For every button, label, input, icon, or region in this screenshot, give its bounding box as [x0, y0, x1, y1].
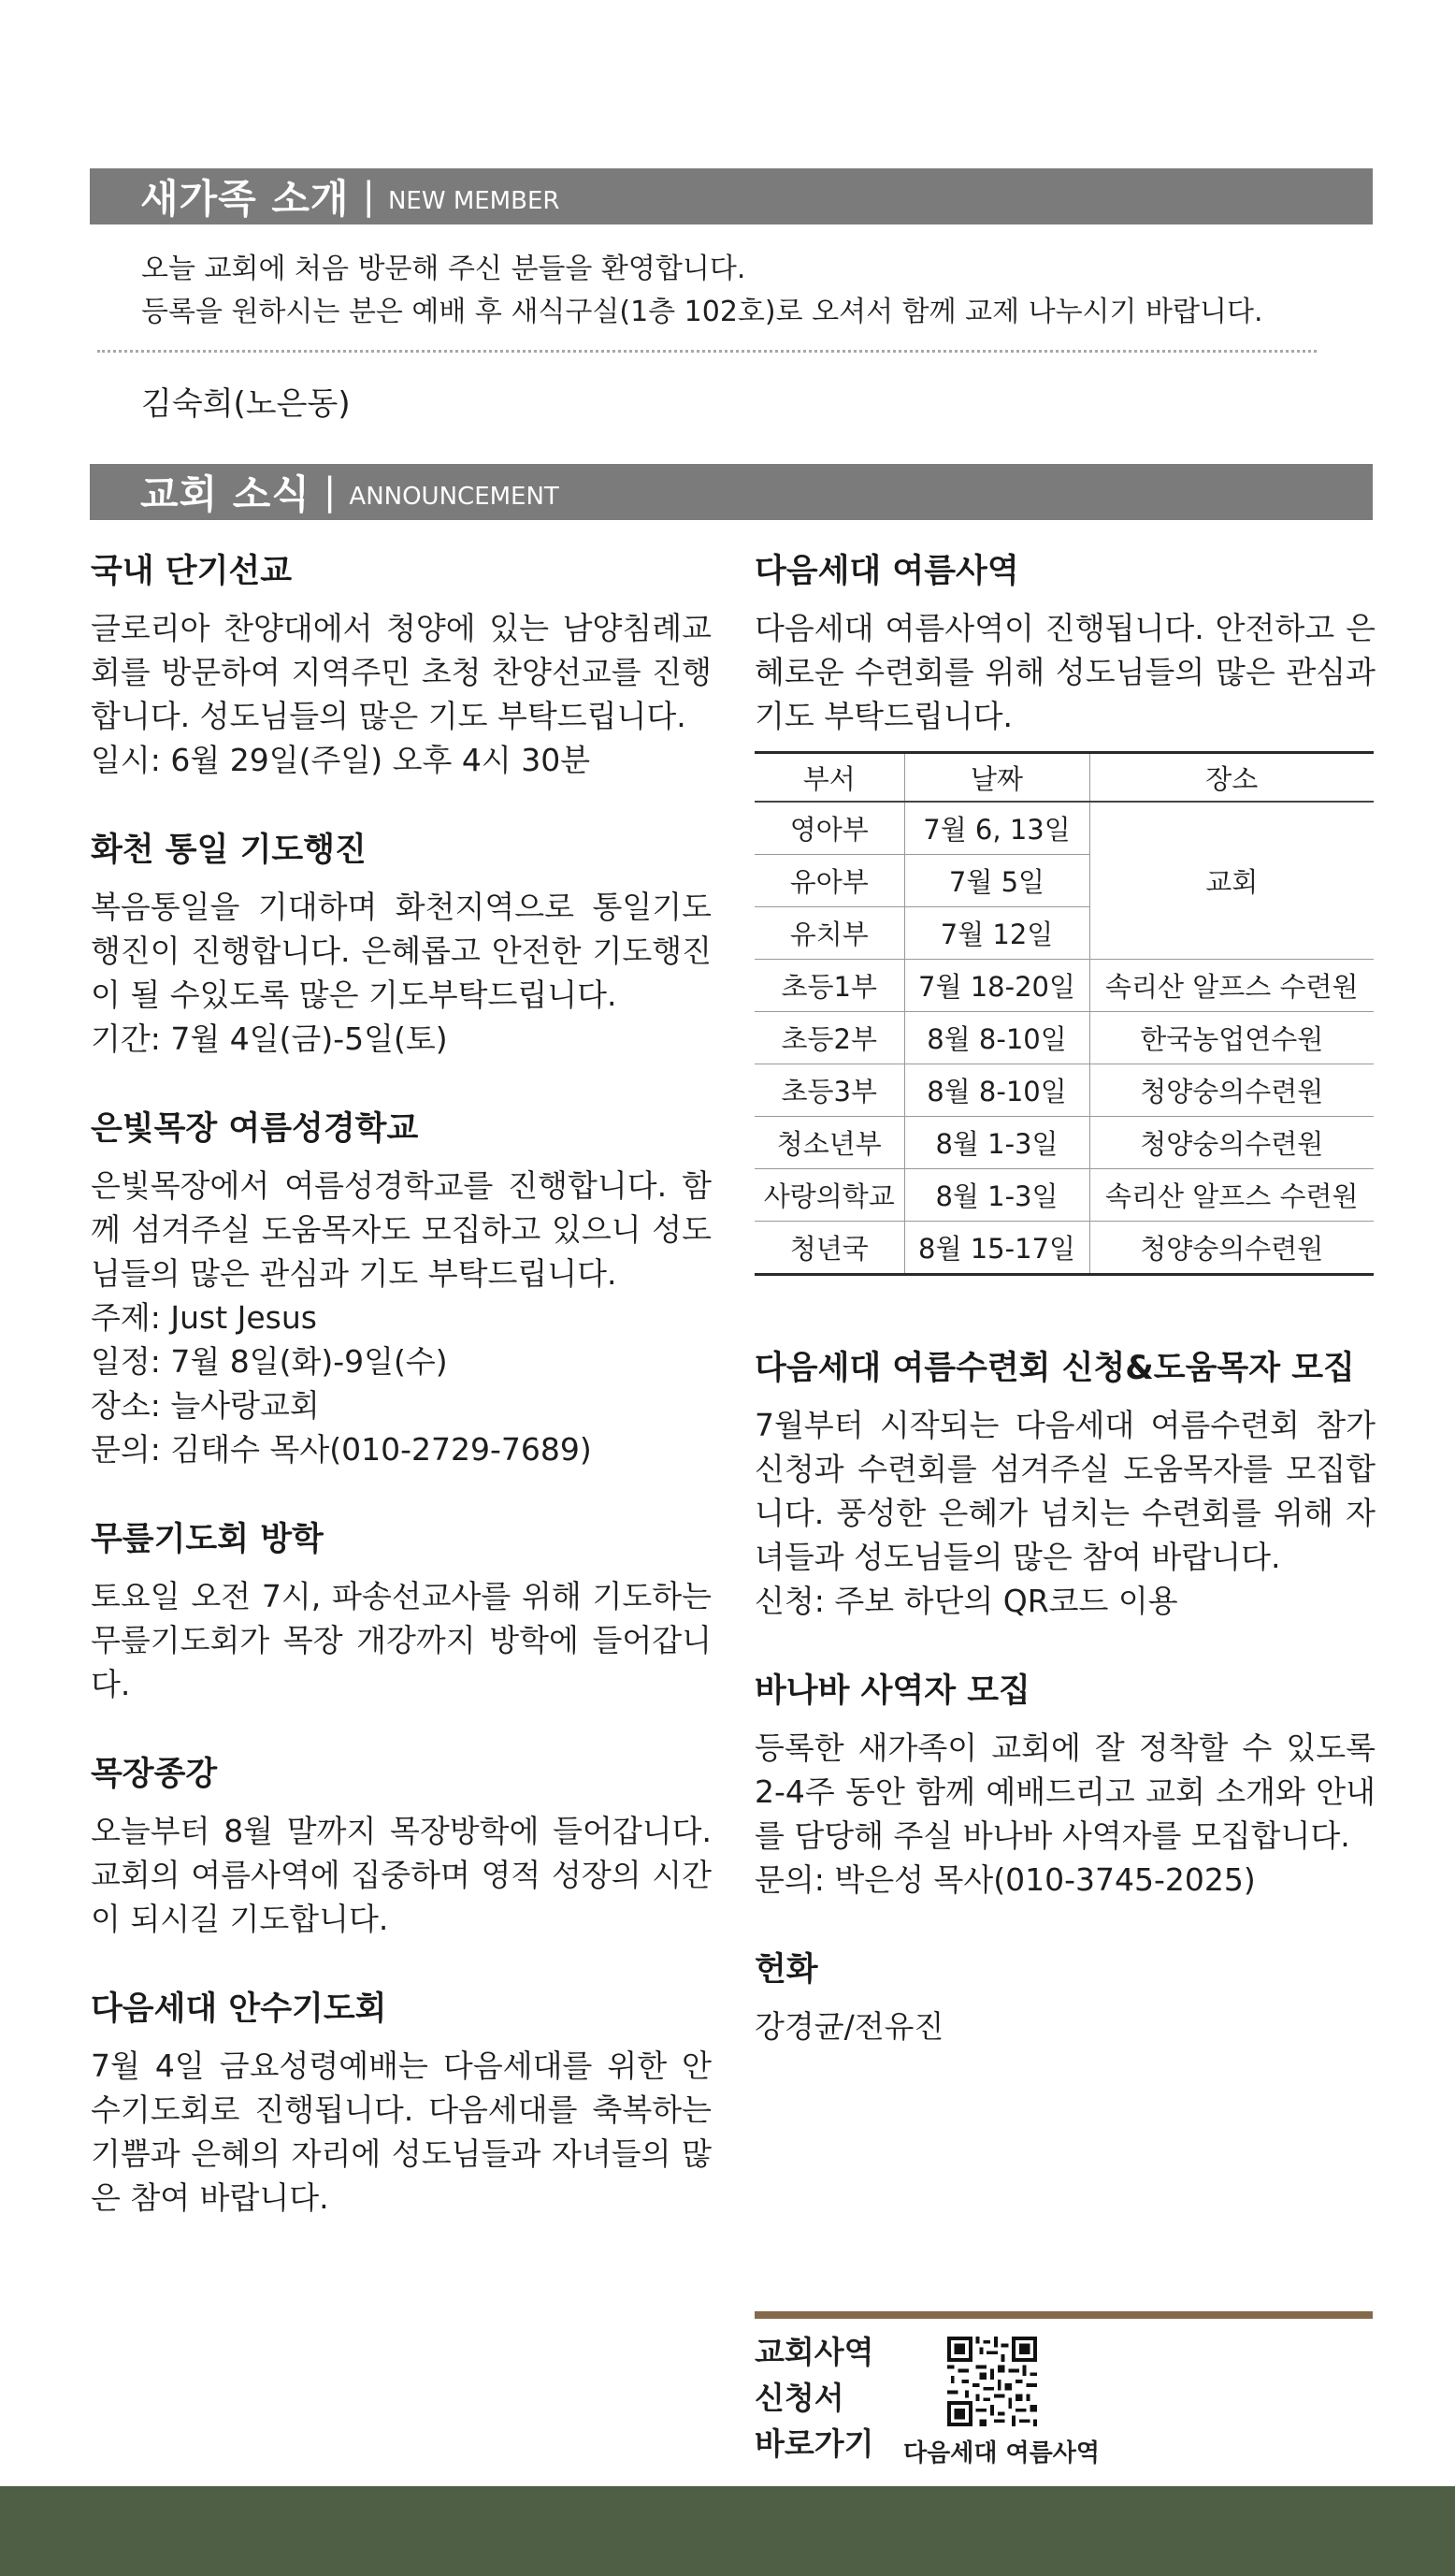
- barnabas-contact: 문의: 박은성 목사(010-3745-2025): [755, 1861, 1256, 1898]
- announcement-left-column: [91, 548, 712, 2265]
- label-line: 바로가기: [755, 2425, 874, 2462]
- date-cell: 7월 12일: [904, 907, 1089, 960]
- dept-cell: 초등1부: [755, 960, 904, 1012]
- dept-cell: 사랑의학교: [755, 1169, 904, 1222]
- vbs-contact: 문의: 김태수 목사(010-2729-7689): [91, 1431, 592, 1468]
- flower-offering-names: 강경균/전유진: [755, 2008, 944, 2045]
- date-cell: 7월 18-20일: [904, 960, 1089, 1012]
- vbs-place: 장소: 늘사랑교회: [91, 1387, 320, 1424]
- vbs-body: 은빛목장에서 여름성경학교를 진행합니다. 함께 섬겨주실 도움목자도 모집하고 있으니 성도님들의 많은 관심과 기도 부탁드립니다.: [91, 1167, 712, 1292]
- vbs-section: [91, 1106, 712, 1471]
- new-member-name: 김숙희(노은동): [141, 385, 351, 423]
- dotted-divider: [97, 350, 1317, 353]
- dept-cell: 초등3부: [755, 1064, 904, 1117]
- table-row: [755, 1012, 1374, 1064]
- date-cell: 8월 8-10일: [904, 1012, 1089, 1064]
- new-member-subtitle: NEW MEMBER: [387, 187, 560, 215]
- group-close-section: [91, 1751, 712, 1941]
- mission-body: 글로리아 찬양대에서 청양에 있는 남양침례교회를 방문하여 지역주민 초청 찬양선교를 진행합니다. 성도님들의 많은 기도 부탁드립니다.: [91, 610, 712, 734]
- mission-date: 일시: 6월 29일(주일) 오후 4시 30분: [91, 742, 591, 778]
- column-header: 부서: [755, 753, 904, 803]
- place-cell: 속리산 알프스 수련원: [1089, 1169, 1374, 1222]
- announcement-right-column: [755, 548, 1376, 2093]
- vbs-theme: 주제: Just Jesus: [91, 1299, 317, 1336]
- dept-cell: 청소년부: [755, 1117, 904, 1169]
- summer-schedule-table: [755, 751, 1374, 1276]
- dept-cell: 초등2부: [755, 1012, 904, 1064]
- date-cell: 8월 15-17일: [904, 1222, 1089, 1275]
- place-cell: 한국농업연수원: [1089, 1012, 1374, 1064]
- label-line: 교회사역: [755, 2334, 874, 2370]
- flower-offering-title: 헌화: [755, 1951, 818, 1989]
- place-cell: 교회: [1089, 802, 1374, 960]
- table-row: [755, 1064, 1374, 1117]
- application-link-label: [755, 2329, 874, 2467]
- dept-cell: 영아부: [755, 802, 904, 855]
- summer-ministry-section: [755, 548, 1376, 1276]
- place-cell: 청양숭의수련원: [1089, 1064, 1374, 1117]
- retreat-title: 다음세대 여름수련회 신청&도움목자 모집: [755, 1350, 1355, 1387]
- group-close-title: 목장종강: [91, 1756, 218, 1793]
- header-separator: |: [362, 175, 375, 218]
- date-cell: 8월 8-10일: [904, 1064, 1089, 1117]
- barnabas-body: 등록한 새가족이 교회에 잘 정착할 수 있도록 2-4주 동안 함께 예배드리고 교회 소개와 안내를 담당해 주실 바나바 사역자를 모집합니다.: [755, 1729, 1376, 1854]
- table-row: [755, 1169, 1374, 1222]
- dept-cell: 유아부: [755, 855, 904, 907]
- vbs-schedule: 일정: 7월 8일(화)-9일(수): [91, 1343, 448, 1380]
- table-header-row: [755, 753, 1374, 803]
- march-title: 화천 통일 기도행진: [91, 832, 367, 869]
- announcement-subtitle: ANNOUNCEMENT: [349, 483, 559, 511]
- dept-cell: 청년국: [755, 1222, 904, 1275]
- summer-ministry-title: 다음세대 여름사역: [755, 553, 1019, 590]
- retreat-section: [755, 1345, 1376, 1623]
- vbs-title: 은빛목장 여름성경학교: [91, 1110, 419, 1148]
- announcement-header: [90, 464, 1373, 520]
- knee-prayer-body: 토요일 오전 7시, 파송선교사를 위해 기도하는 무릎기도회가 목장 개강까지 방학에 들어갑니다.: [91, 1578, 712, 1702]
- table-row: [755, 1117, 1374, 1169]
- new-member-title: 새가족 소개: [140, 176, 350, 222]
- march-section: [91, 827, 712, 1061]
- table-row: [755, 1222, 1374, 1275]
- knee-prayer-section: [91, 1516, 712, 1706]
- date-cell: 8월 1-3일: [904, 1169, 1089, 1222]
- dept-cell: 유치부: [755, 907, 904, 960]
- mission-section: [91, 548, 712, 782]
- qr-caption: 다음세대 여름사역: [903, 2439, 1100, 2467]
- label-line: 신청서: [755, 2380, 844, 2416]
- announcement-title: 교회 소식: [140, 471, 310, 517]
- column-header: 날짜: [904, 753, 1089, 803]
- registration-text: 등록을 원하시는 분은 예배 후 새식구실(1층 102호)로 오셔서 함께 교제 나누시기 바랍니다.: [141, 296, 1263, 328]
- place-cell: 청양숭의수련원: [1089, 1222, 1374, 1275]
- retreat-apply: 신청: 주보 하단의 QR코드 이용: [755, 1583, 1178, 1619]
- welcome-text: 오늘 교회에 처음 방문해 주신 분들을 환영합니다.: [141, 253, 746, 285]
- footer-divider: [755, 2311, 1373, 2319]
- knee-prayer-title: 무릎기도회 방학: [91, 1521, 324, 1558]
- flower-offering-section: [755, 1946, 1376, 2048]
- laying-hands-title: 다음세대 안수기도회: [91, 1990, 387, 2028]
- header-separator: |: [323, 470, 337, 514]
- laying-hands-body: 7월 4일 금요성령예배는 다음세대를 위한 안수기도회로 진행됩니다. 다음세대를 축복하는 기쁨과 은혜의 자리에 성도님들과 자녀들의 많은 참여 바랍니다.: [91, 2048, 712, 2216]
- column-header: 장소: [1089, 753, 1374, 803]
- qr-code-icon[interactable]: [947, 2337, 1037, 2426]
- date-cell: 7월 6, 13일: [904, 802, 1089, 855]
- date-cell: 8월 1-3일: [904, 1117, 1089, 1169]
- table-row: [755, 960, 1374, 1012]
- barnabas-title: 바나바 사역자 모집: [755, 1672, 1030, 1710]
- march-period: 기간: 7월 4일(금)-5일(토): [91, 1020, 448, 1057]
- place-cell: 청양숭의수련원: [1089, 1117, 1374, 1169]
- place-cell: 속리산 알프스 수련원: [1089, 960, 1374, 1012]
- table-row: [755, 802, 1374, 855]
- barnabas-section: [755, 1668, 1376, 1902]
- new-member-header: [90, 168, 1373, 224]
- bottom-color-bar: [0, 2486, 1455, 2576]
- summer-ministry-body: 다음세대 여름사역이 진행됩니다. 안전하고 은혜로운 수련회를 위해 성도님들의 많은 관심과 기도 부탁드립니다.: [755, 610, 1376, 734]
- march-body: 복음통일을 기대하며 화천지역으로 통일기도행진이 진행합니다. 은혜롭고 안전한 기도행진이 될 수있도록 많은 기도부탁드립니다.: [91, 889, 712, 1013]
- group-close-body: 오늘부터 8월 말까지 목장방학에 들어갑니다. 교회의 여름사역에 집중하며 영적 성장의 시간이 되시길 기도합니다.: [91, 1813, 712, 1937]
- retreat-body: 7월부터 시작되는 다음세대 여름수련회 참가신청과 수련회를 섬겨주실 도움목자를 모집합니다. 풍성한 은혜가 넘치는 수련회를 위해 자녀들과 성도님들의 많은 참여 바랍니다.: [755, 1407, 1376, 1575]
- mission-title: 국내 단기선교: [91, 553, 293, 590]
- laying-hands-section: [91, 1986, 712, 2220]
- date-cell: 7월 5일: [904, 855, 1089, 907]
